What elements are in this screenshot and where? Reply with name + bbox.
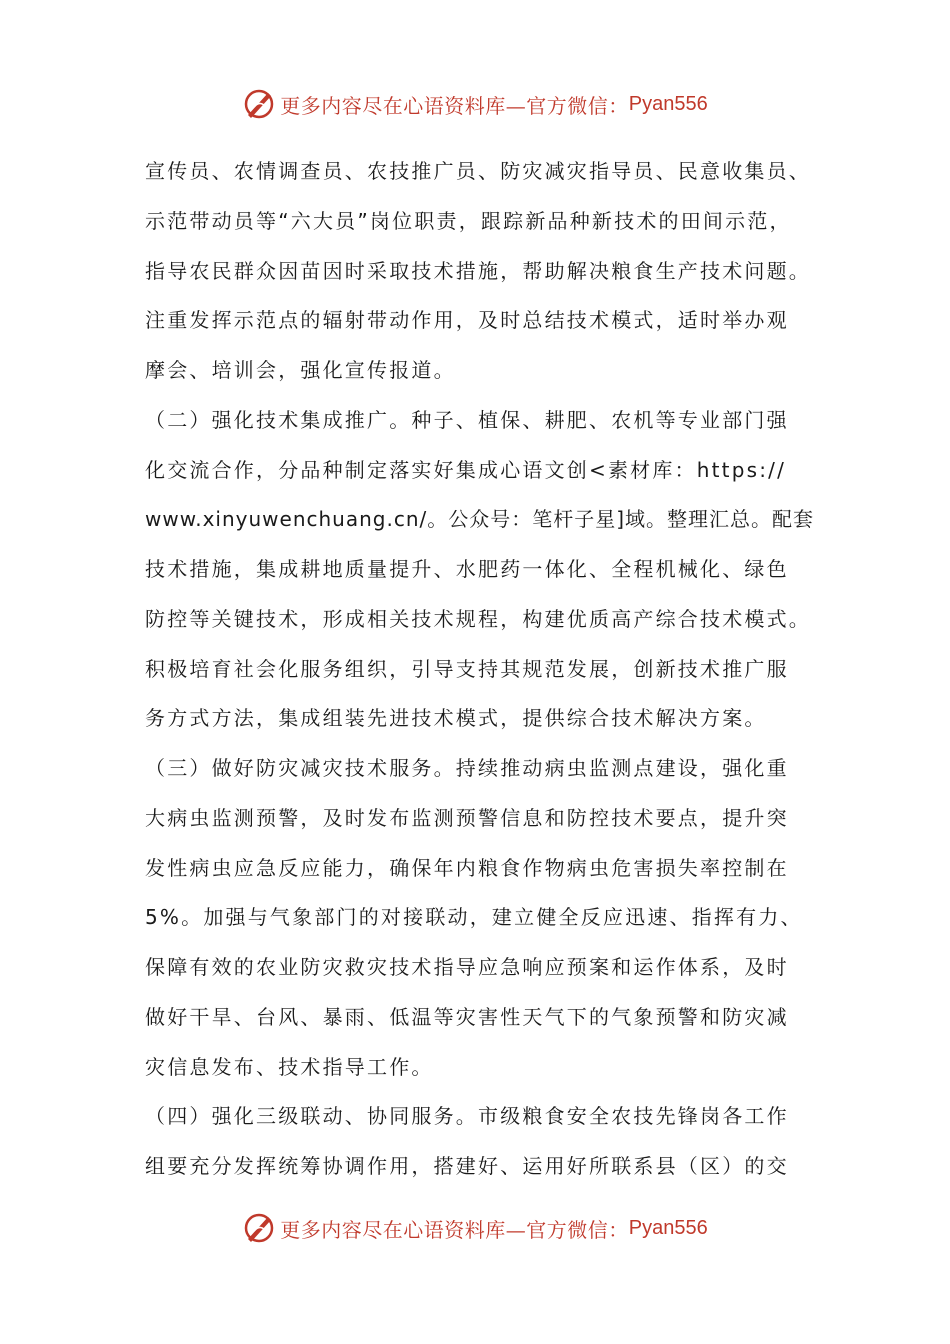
text-line: 务方式方法，集成组装先进技术模式，提供综合技术解决方案。: [145, 706, 767, 731]
header-wechat-id: Pyan556: [628, 92, 708, 115]
text-line: 积极培育社会化服务组织，引导支持其规范发展，创新技术推广服: [145, 656, 789, 681]
text-line: 5%。加强与气象部门的对接联动，建立健全反应迅速、指挥有力、: [145, 905, 803, 930]
text-line: 摩会、培训会，强化宣传报道。: [145, 358, 456, 382]
text-line: www.xinyuwenchuang.cn/。公众号：笔杆子星]域。整理汇总。配套: [145, 507, 815, 532]
text-line: 防控等关键技术，形成相关技术规程，构建优质高产综合技术模式。: [145, 606, 811, 631]
text-line: 化交流合作，分品种制定落实好集成心语文创<素材库：https://: [145, 457, 787, 482]
text-line: 大病虫监测预警，及时发布监测预警信息和防控技术要点，提升突: [145, 805, 789, 830]
text-line: 注重发挥示范点的辐射带动作用，及时总结技术模式，适时举办观: [145, 308, 789, 333]
text-line: 保障有效的农业防灾救灾技术指导应急响应预案和运作体系，及时: [145, 955, 789, 979]
footer-text: 更多内容尽在心语资料库—官方微信：: [280, 1217, 629, 1242]
text-line: 发性病虫应急反应能力，确保年内粮食作物病虫危害损失率控制在: [145, 855, 789, 880]
pen-circle-logo-icon: [242, 87, 276, 121]
text-line: 示范带动员等“六大员”岗位职责，跟踪新品种新技术的田间示范，: [145, 208, 792, 233]
text-line: 组要充分发挥统筹协调作用，搭建好、运用好所联系县（区）的交: [145, 1154, 789, 1178]
pen-circle-logo-icon: [242, 1211, 276, 1245]
body-text: [145, 147, 815, 1192]
header-text: 更多内容尽在心语资料库—官方微信：: [280, 93, 629, 118]
header-banner: [0, 84, 950, 124]
text-line: （二）强化技术集成推广。种子、植保、耕肥、农机等专业部门强: [145, 407, 789, 432]
text-line: （三）做好防灾减灾技术服务。持续推动病虫监测点建设，强化重: [145, 756, 789, 780]
text-line: 宣传员、农情调查员、农技推广员、防灾减灾指导员、民意收集员、: [145, 159, 811, 183]
text-line: （四）强化三级联动、协同服务。市级粮食安全农技先锋岗各工作: [145, 1104, 789, 1129]
footer-wechat-id: Pyan556: [628, 1216, 708, 1239]
footer-banner: [0, 1208, 950, 1248]
text-line: 技术措施，集成耕地质量提升、水肥药一体化、全程机械化、绿色: [145, 557, 789, 581]
text-line: 灾信息发布、技术指导工作。: [145, 1054, 434, 1079]
text-line: 做好干旱、台风、暴雨、低温等灾害性天气下的气象预警和防灾减: [145, 1004, 789, 1029]
text-line: 指导农民群众因苗因时采取技术措施，帮助解决粮食生产技术问题。: [145, 258, 811, 283]
